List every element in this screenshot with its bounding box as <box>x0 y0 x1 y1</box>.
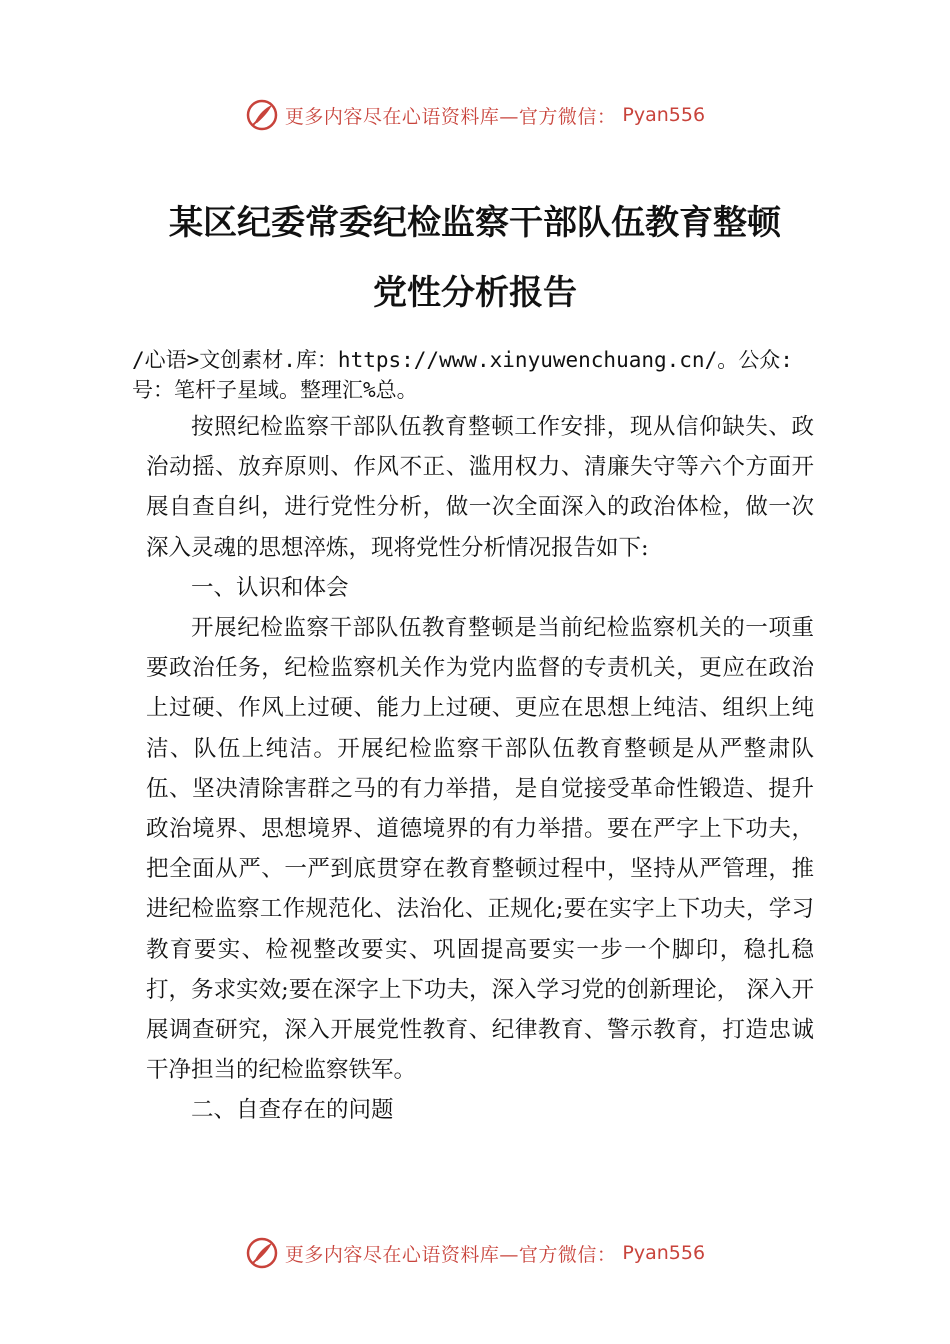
source-note-line1: /心语>文创素材.库：https://www.xinyuwenchuang.cn/。公众: <box>132 348 793 372</box>
document-title-line2: 党性分析报告 <box>373 273 577 313</box>
footer-watermark <box>0 1233 950 1273</box>
quill-seal-icon <box>245 1236 279 1270</box>
header-watermark <box>0 95 950 135</box>
source-note <box>132 345 852 405</box>
watermark-text: 更多内容尽在心语资料库—官方微信： <box>284 105 617 128</box>
document-title-line1: 某区纪委常委纪检监察干部队伍教育整顿 <box>169 203 781 243</box>
source-note-line2: 号：笔杆子星域。整理汇%总。 <box>132 378 418 402</box>
watermark-wechat-id: Pyan556 <box>622 1242 706 1264</box>
section-heading-1: 一、认识和体会 <box>191 574 349 601</box>
section-heading-2: 二、自查存在的问题 <box>191 1097 394 1124</box>
body-paragraph: 开展纪检监察干部队伍教育整顿是当前纪检监察机关的一项重要政治任务，纪检监察机关作为党内监督的专责机关，更应在政治上过硬、作风上过硬、能力上过硬、更应在思想上纯洁、组织上纯洁、队伍上纯洁。开展纪检监察干部队伍教育整顿是从严整肃队伍、坚决清除害群之马的有力举措，是自觉接受革命性锻造、提升政治境界、思想境界、道德境界的有力举措。要在严字上下功夫，把全面从严、一严到底贯穿在教育整顿过程中，坚持从严管理，推进纪检监察工作规范化、法治化、正规化;要在实字上下功夫，学习教育要实、检视整改要实、巩固提高要实一步一个脚印，稳扎稳打，务求实效;要在深字上下功夫，深入学习党的创新理论， 深入开展调查研究，深入开展党性教育、纪律教育、警示教育，打造忠诚干净担当的纪检监察铁军。 <box>146 615 814 1084</box>
intro-paragraph: 按照纪检监察干部队伍教育整顿工作安排，现从信仰缺失、政治动摇、放弃原则、作风不正、滥用权力、清廉失守等六个方面开展自查自纠，进行党性分析，做一次全面深入的政治体检，做一次深入灵魂的思想淬炼，现将党性分析情况报告如下: <box>146 414 814 561</box>
watermark-text: 更多内容尽在心语资料库—官方微信： <box>284 1243 617 1266</box>
quill-seal-icon <box>245 98 279 132</box>
document-body <box>146 407 814 1131</box>
watermark-wechat-id: Pyan556 <box>622 104 706 126</box>
